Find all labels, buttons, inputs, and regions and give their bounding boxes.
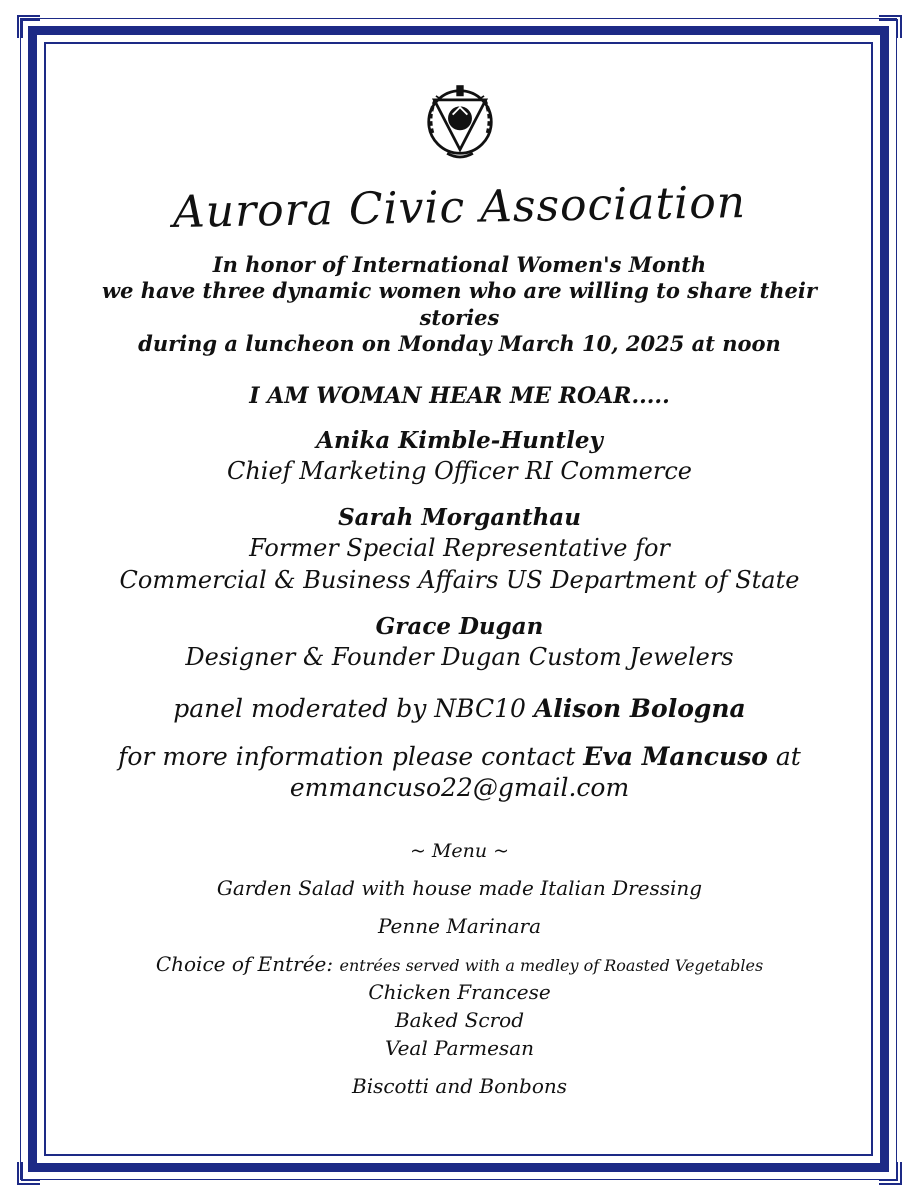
- contact-info: [60, 741, 859, 804]
- menu-heading: ~ Menu ~: [409, 839, 510, 862]
- menu-entree-choice: [60, 952, 859, 976]
- contact-prefix: for more information please contact: [118, 742, 576, 771]
- wreath-triangle-emblem-icon: [414, 76, 506, 168]
- speaker-title: Commercial & Business Affairs US Department of State: [119, 566, 800, 594]
- corner-ornament-icon: [877, 14, 903, 40]
- menu-item-entree: Veal Parmesan: [384, 1035, 535, 1060]
- speaker-block: [60, 427, 859, 486]
- moderator-line: [60, 694, 859, 723]
- menu-item-entree: Baked Scrod: [394, 1007, 525, 1032]
- speaker-title: Former Special Representative for: [249, 534, 670, 562]
- speaker-name: Grace Dugan: [375, 613, 544, 640]
- menu-item-dessert: Biscotti and Bonbons: [352, 1073, 567, 1098]
- corner-ornament-icon: [16, 1160, 42, 1186]
- intro-line: during a luncheon on Monday March 10, 2025 at noon: [138, 330, 781, 356]
- speaker-title: Chief Marketing Officer RI Commerce: [226, 457, 692, 485]
- corner-ornament-icon: [16, 14, 42, 40]
- moderator-prefix: panel moderated by NBC10: [173, 694, 526, 723]
- entree-note: entrées served with a medley of Roasted Vegetables: [339, 955, 764, 975]
- contact-suffix: at: [775, 742, 801, 771]
- speaker-name: Sarah Morganthau: [338, 504, 581, 531]
- association-name: Aurora Civic Association: [172, 177, 747, 238]
- contact-name: Eva Mancuso: [583, 742, 768, 771]
- corner-ornament-icon: [877, 1160, 903, 1186]
- intro-line: we have three dynamic women who are willing to share their stories: [102, 278, 817, 330]
- contact-email: emmancuso22@gmail.com: [289, 773, 630, 803]
- moderator-name: Alison Bologna: [533, 694, 746, 723]
- speaker-title: Designer & Founder Dugan Custom Jewelers: [185, 643, 734, 671]
- menu-item-pasta: Penne Marinara: [378, 913, 541, 938]
- speaker-block: [60, 613, 859, 672]
- flyer-content: [60, 70, 859, 1098]
- intro-text: [60, 252, 859, 357]
- menu-item-salad: Garden Salad with house made Italian Dressing: [216, 875, 703, 900]
- speaker-block: [60, 504, 859, 595]
- speaker-name: Anika Kimble-Huntley: [316, 427, 603, 454]
- entree-label: Choice of Entrée:: [155, 951, 334, 976]
- menu-item-entree: Chicken Francese: [368, 979, 551, 1004]
- event-tagline: I AM WOMAN HEAR ME ROAR.....: [249, 383, 670, 409]
- intro-line: In honor of International Women's Month: [212, 252, 707, 277]
